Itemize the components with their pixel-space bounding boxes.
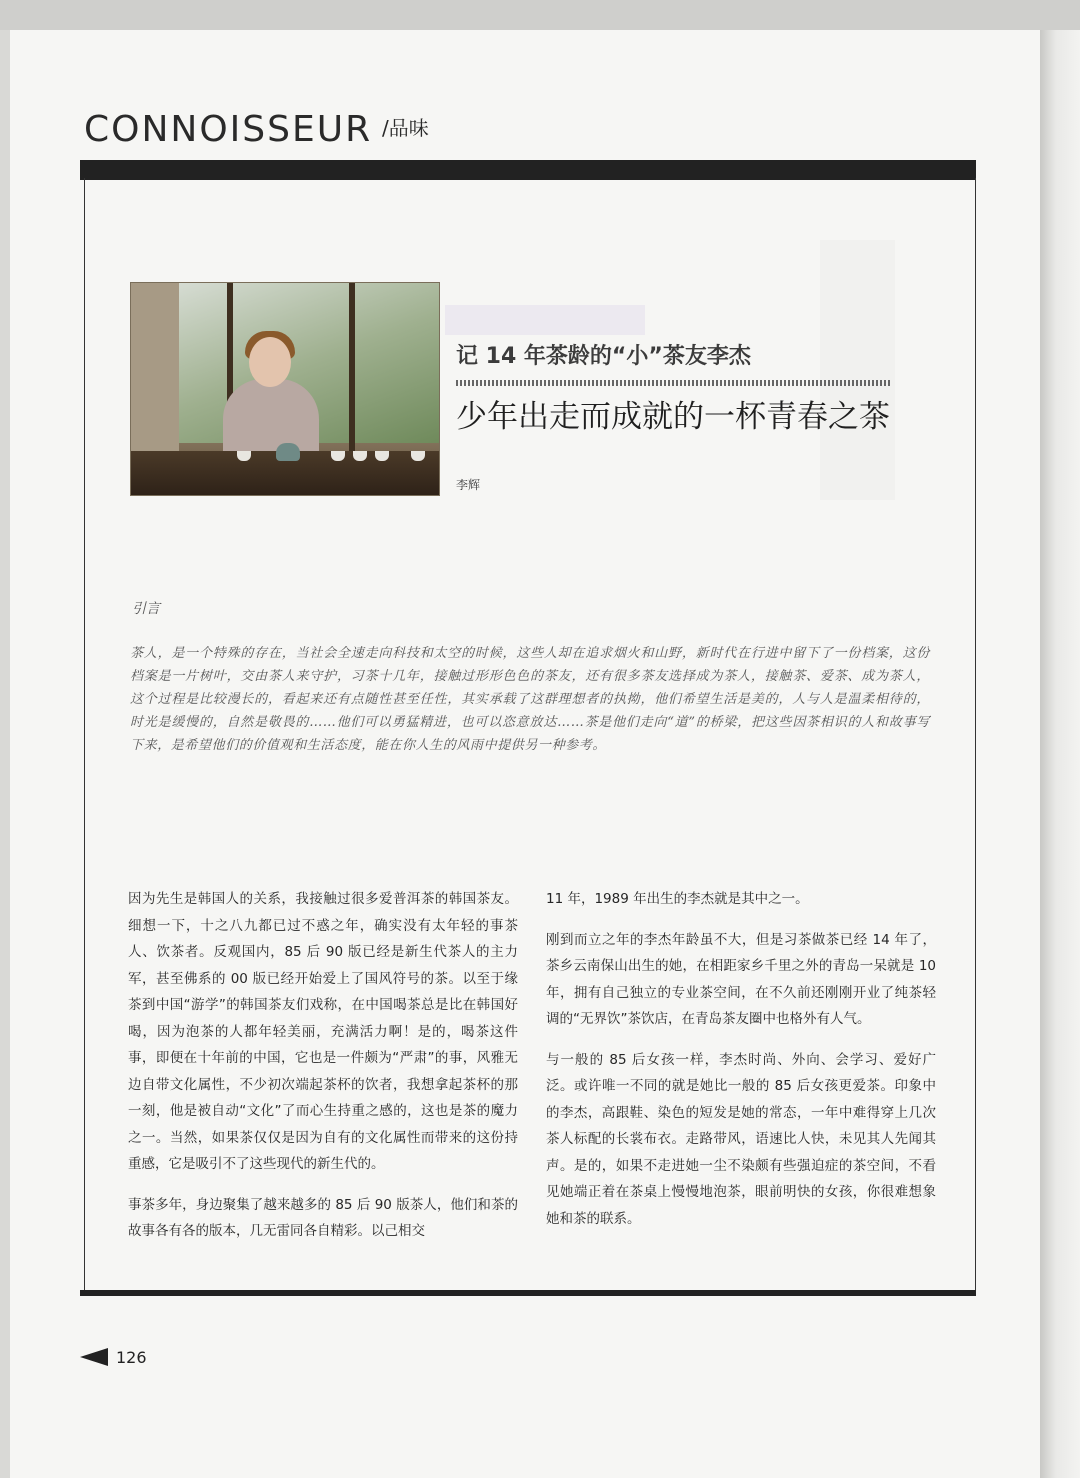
show-through-band xyxy=(445,305,645,335)
bottom-rule xyxy=(80,1290,976,1296)
photo-person xyxy=(223,379,319,459)
paragraph: 事茶多年，身边聚集了越来越多的 85 后 90 版茶人，他们和茶的故事各有各的版本，几无雷同各自精彩。以己相交 xyxy=(128,1196,518,1239)
show-through-block xyxy=(820,240,895,500)
top-rule xyxy=(80,160,976,180)
photo-cup xyxy=(331,451,345,461)
dotted-rule xyxy=(456,380,892,386)
photo-cup xyxy=(353,451,367,461)
article-title: 少年出走而成就的一杯青春之茶 xyxy=(456,399,890,435)
section-title: CONNOISSEUR xyxy=(84,109,373,150)
paragraph: 11 年，1989 年出生的李杰就是其中之一。 xyxy=(546,891,809,907)
photo-cup xyxy=(375,451,389,461)
paragraph: 因为先生是韩国人的关系，我接触过很多爱普洱茶的韩国茶友。细想一下，十之八九都已过不惑之年，确实没有太年轻的事茶人、饮茶者。反观国内，85 后 90 版已经是新生代茶人的主力军，甚至佛系的 00 版已经开始爱上了国风符号的茶。以至于缘茶到中国“游学”的韩国茶友们戏称，在中国喝茶总是比在韩国好喝，因为泡茶的人都年轻美丽，充满活力啊！是的，喝茶这件事，即便在十年前的中国，它也是一件颇为“严肃”的事，风雅无边自带文化属性，不少初次端起茶杯的饮者，我想拿起茶杯的那一刻，他是被自动“文化”了而心生持重之感的，这也是茶的魔力之一。当然，如果茶仅仅是因为自有的文化属性而带来的这份持重感，它是吸引不了这些现代的新生代的。 xyxy=(128,891,518,1172)
right-column xyxy=(546,886,936,1246)
page-number: 126 xyxy=(116,1348,147,1367)
photo-teapot xyxy=(276,443,300,461)
intro-text: 茶人，是一个特殊的存在，当社会全速走向科技和太空的时候，这些人却在追求烟火和山野，新时代在行进中留下了一份档案，这份档案是一片树叶，交由茶人来守护，习茶十几年，接触过形形色色的茶友，还有很多茶友选择成为茶人，接触茶、爱茶、成为茶人，这个过程是比较漫长的，看起来还有点随性甚至任性，其实承载了这群理想者的执拗，他们希望生活是美的，人与人是温柔相待的，时光是缓慢的，自然是敬畏的……他们可以勇猛精进，也可以恣意放达……茶是他们走向“道”的桥梁，把这些因茶相识的人和故事写下来，是希望他们的价值观和生活态度，能在你人生的风雨中提供另一种参考。 xyxy=(130,646,930,753)
article-subtitle: 记 14 年茶龄的“小”茶友李杰 xyxy=(456,344,751,369)
scan-background xyxy=(0,0,1080,30)
article-photo xyxy=(130,282,440,496)
photo-mullion xyxy=(349,283,355,453)
left-column xyxy=(128,886,518,1259)
photo-cup xyxy=(411,451,425,461)
page-edge xyxy=(1040,30,1080,1478)
paragraph: 刚到而立之年的李杰年龄虽不大，但是习茶做茶已经 14 年了，茶乡云南保山出生的她，在相距家乡千里之外的青岛一呆就是 10 年，拥有自己独立的专业茶空间，在不久前还刚刚开业了纯茶轻调的“无界饮”茶饮店，在青岛茶友圈中也格外有人气。 xyxy=(546,931,936,1027)
arrow-left-icon xyxy=(80,1348,108,1366)
intro-label: 引言 xyxy=(132,601,160,617)
section-subtitle: /品味 xyxy=(382,116,429,140)
paragraph: 与一般的 85 后女孩一样，李杰时尚、外向、会学习、爱好广泛。或许唯一不同的就是她比一般的 85 后女孩更爱茶。印象中的李杰，高跟鞋、染色的短发是她的常态，一年中难得穿上几次茶人标配的长裳布衣。走路带风，语速比人快，未见其人先闻其声。是的，如果不走进她一尘不染颇有些强迫症的茶空间，不看见她端正着在茶桌上慢慢地泡茶，眼前明快的女孩，你很难想象她和茶的联系。 xyxy=(546,1051,936,1227)
photo-head xyxy=(249,337,291,387)
author-name: 李辉 xyxy=(456,478,481,492)
photo-cup xyxy=(237,451,251,461)
